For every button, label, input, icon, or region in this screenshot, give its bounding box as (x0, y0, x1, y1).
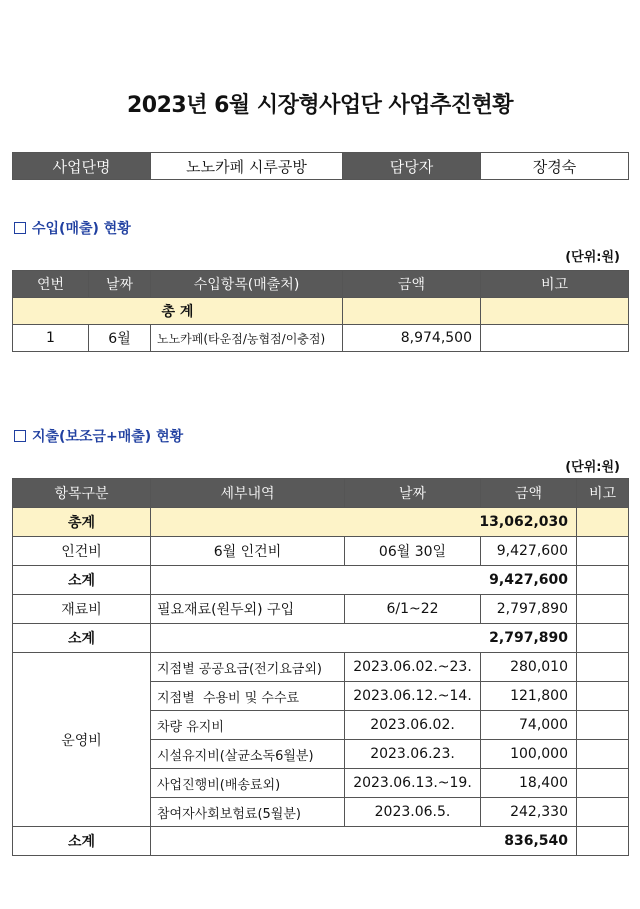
income-section-title: 수입(매출) 현황 (14, 218, 131, 238)
col-header-no: 연번 (13, 271, 89, 298)
table-row (13, 653, 629, 682)
operation-amount: 100,000 (481, 740, 577, 769)
operation-detail: 지점별 공공요금(전기요금외) (151, 653, 345, 682)
labor-subtotal-amount: 9,427,600 (151, 566, 577, 595)
operation-detail: 시설유지비(살균소독6월분) (151, 740, 345, 769)
material-subtotal-amount: 2,797,890 (151, 624, 577, 653)
business-name-label: 사업단명 (13, 153, 151, 180)
manager-label: 담당자 (343, 153, 481, 180)
operation-detail: 사업진행비(배송료외) (151, 769, 345, 798)
labor-subtotal-row (13, 566, 629, 595)
expense-total-label: 총계 (13, 508, 151, 537)
col-header-category: 항목구분 (13, 479, 151, 508)
col-header-date: 날짜 (345, 479, 481, 508)
operation-subtotal-label: 소계 (13, 827, 151, 856)
material-category: 재료비 (13, 595, 151, 624)
col-header-note: 비고 (577, 479, 629, 508)
expense-unit-label: (단위:원) (565, 460, 620, 475)
table-row (13, 325, 629, 352)
income-unit-label: (단위:원) (565, 250, 620, 265)
business-name-value: 노노카페 시루공방 (151, 153, 343, 180)
expense-total-row (13, 508, 629, 537)
operation-date: 2023.06.23. (345, 740, 481, 769)
operation-category: 운영비 (13, 653, 151, 827)
expense-section-title: 지출(보조금+매출) 현황 (14, 426, 183, 446)
income-header-row (13, 271, 629, 298)
table-row (13, 595, 629, 624)
labor-date: 06월 30일 (345, 537, 481, 566)
income-table (12, 270, 629, 352)
expense-header-row (13, 479, 629, 508)
labor-amount: 9,427,600 (481, 537, 577, 566)
material-detail: 필요재료(원두외) 구입 (151, 595, 345, 624)
operation-amount: 280,010 (481, 653, 577, 682)
income-row-amount: 8,974,500 (343, 325, 481, 352)
operation-subtotal-row (13, 827, 629, 856)
operation-date: 2023.06.12.~14. (345, 682, 481, 711)
operation-date: 2023.06.5. (345, 798, 481, 827)
business-info-table (12, 152, 629, 180)
material-amount: 2,797,890 (481, 595, 577, 624)
operation-amount: 74,000 (481, 711, 577, 740)
income-total-label: 총 계 (13, 298, 343, 325)
manager-value: 장경숙 (481, 153, 629, 180)
col-header-date: 날짜 (89, 271, 151, 298)
operation-amount: 18,400 (481, 769, 577, 798)
material-subtotal-row (13, 624, 629, 653)
operation-detail: 지점별 수용비 및 수수료 (151, 682, 345, 711)
material-subtotal-label: 소계 (13, 624, 151, 653)
page-title: 2023년 6월 시장형사업단 사업추진현황 (126, 93, 514, 118)
col-header-note: 비고 (481, 271, 629, 298)
col-header-detail: 세부내역 (151, 479, 345, 508)
material-date: 6/1~22 (345, 595, 481, 624)
labor-category: 인건비 (13, 537, 151, 566)
income-total-amount (343, 298, 481, 325)
operation-detail: 차량 유지비 (151, 711, 345, 740)
operation-date: 2023.06.13.~19. (345, 769, 481, 798)
operation-subtotal-amount: 836,540 (151, 827, 577, 856)
labor-subtotal-label: 소계 (13, 566, 151, 595)
income-row-note (481, 325, 629, 352)
labor-detail: 6월 인건비 (151, 537, 345, 566)
expense-total-amount: 13,062,030 (151, 508, 577, 537)
income-row-no: 1 (13, 325, 89, 352)
income-total-row (13, 298, 629, 325)
operation-amount: 121,800 (481, 682, 577, 711)
operation-date: 2023.06.02.~23. (345, 653, 481, 682)
income-row-date: 6월 (89, 325, 151, 352)
checkbox-square-icon (14, 222, 26, 234)
operation-amount: 242,330 (481, 798, 577, 827)
operation-detail: 참여자사회보험료(5월분) (151, 798, 345, 827)
checkbox-square-icon (14, 430, 26, 442)
income-total-note (481, 298, 629, 325)
col-header-item: 수입항목(매출처) (151, 271, 343, 298)
col-header-amount: 금액 (481, 479, 577, 508)
operation-date: 2023.06.02. (345, 711, 481, 740)
col-header-amount: 금액 (343, 271, 481, 298)
income-row-item: 노노카페(타운점/농협점/이충점) (151, 325, 343, 352)
table-row (13, 537, 629, 566)
expense-table (12, 478, 629, 856)
